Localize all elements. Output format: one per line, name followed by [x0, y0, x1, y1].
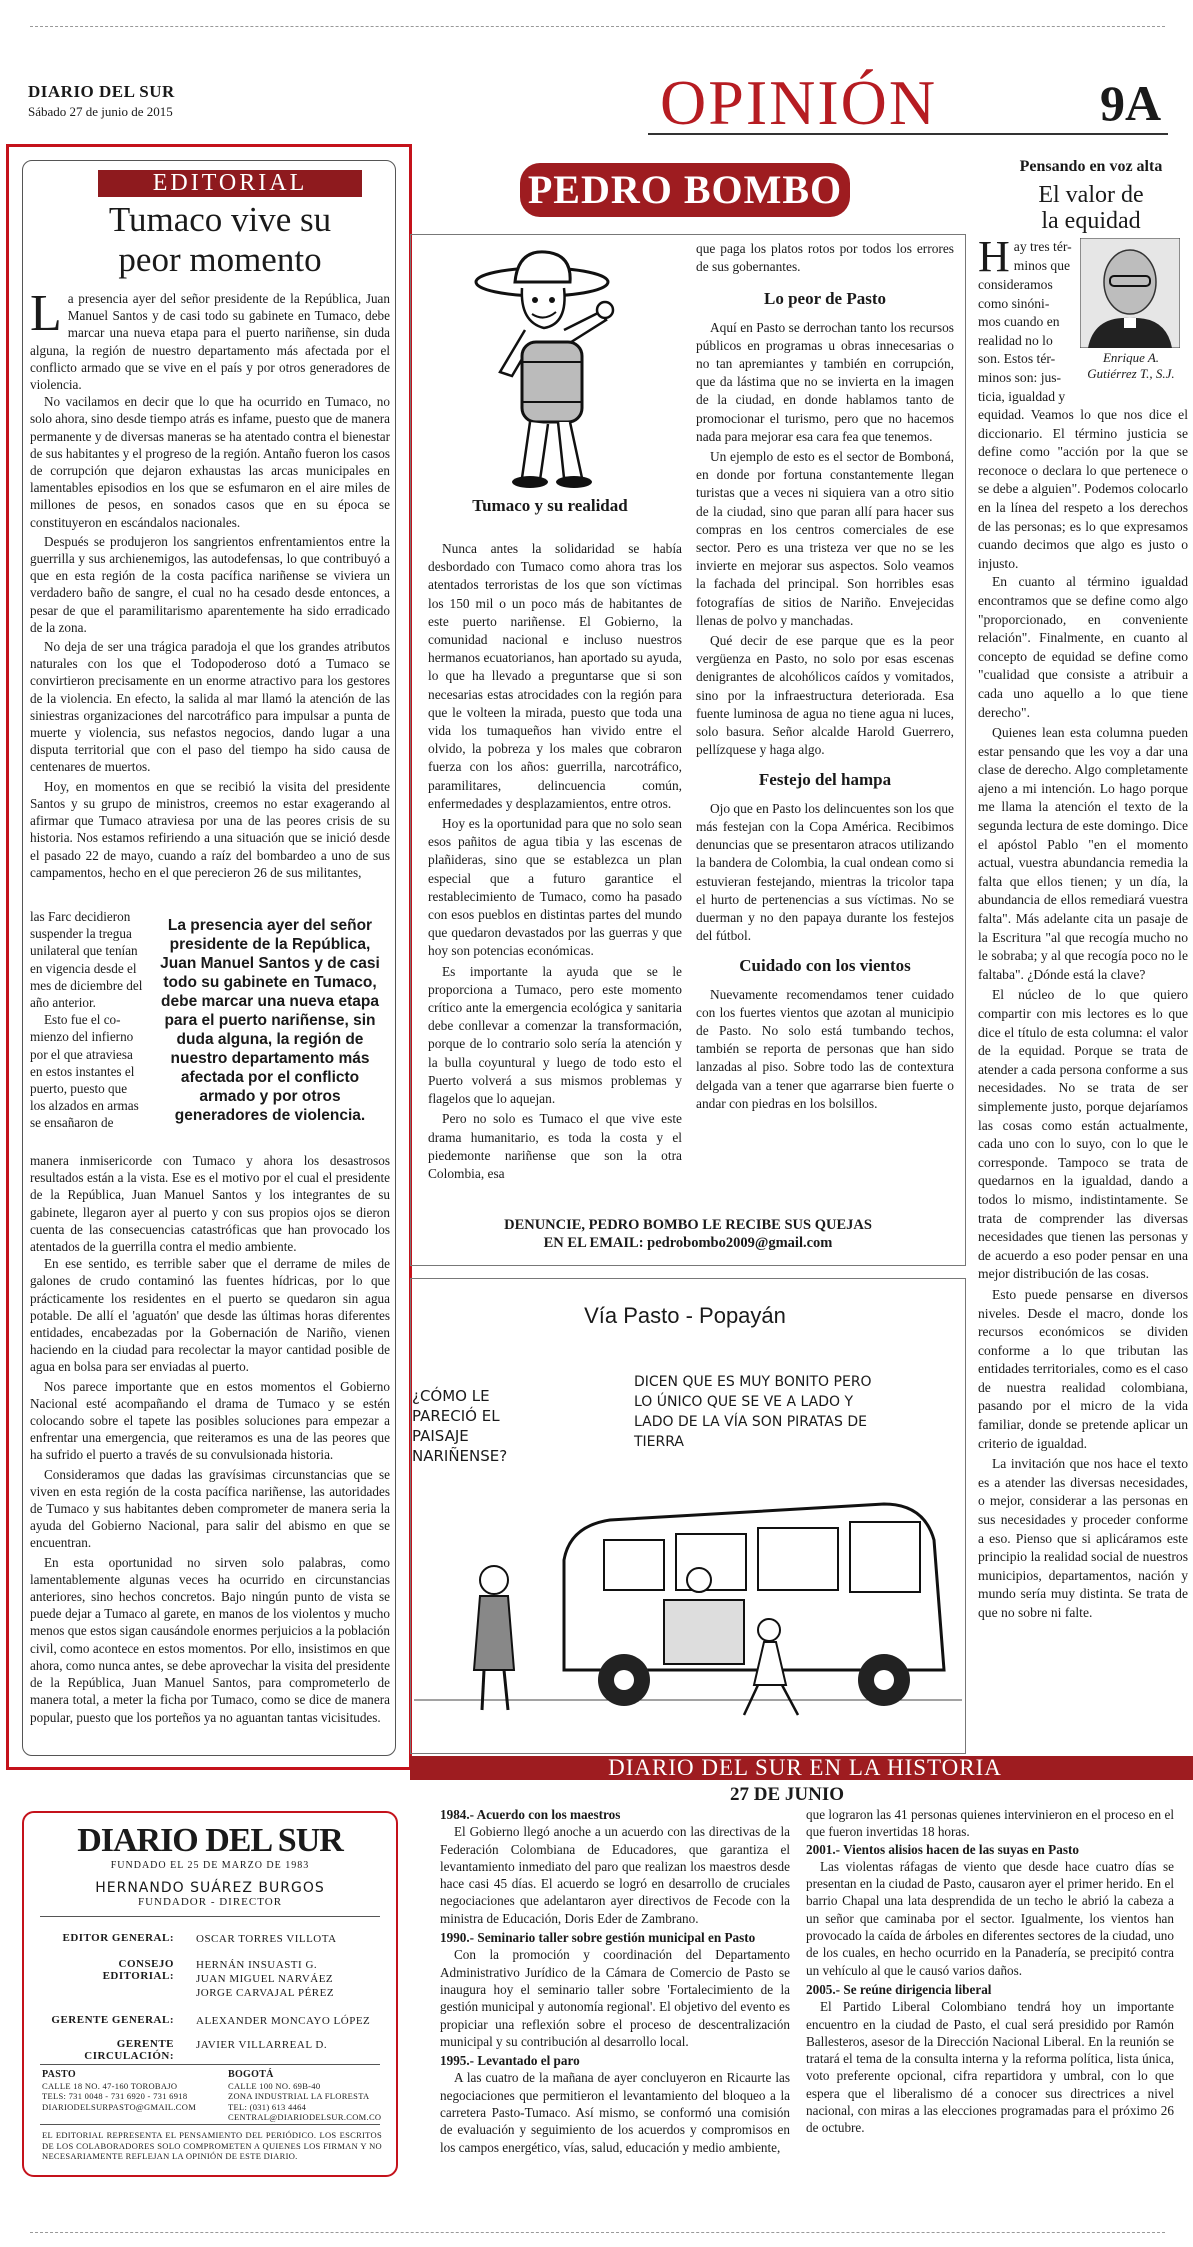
editorial-paragraph: No vacilamos en decir que lo que ha ocurrido en Tumaco, no solo ahora, sino desde tiempo atrás es infame, puesto que de manera permanente y de diversas maneras se ha atentado contra el bienestar de sus habitantes y el progreso de la región. Antaño fueron los casos de corrupción que dejaron exhaustas las arcas municipales en lamentables episodios en los que se esfumaron en el aire miles de millones de pesos, en sonados casos que en su época se constituyeron en escándalos nacionales. [30, 394, 391, 530]
masthead-logo: DIARIO DEL SUR [77, 1822, 343, 1859]
pb-paragraph: Aquí en Pasto se derrochan tanto los recursos públicos en programas u obras innecesarias o no tan apremiantes y también en corrupción, que da lástima que no se invierta en la imagen de la ciudad, en donde hablamos tanto de promocionar el turismo, pero que no hacemos nada para mejorar esa cara fea que tenemos. [696, 319, 954, 444]
history-entry-text: Las violentas ráfagas de viento que desde hace cuatro días se presentan en la ciudad de Pasto, causaron ayer el primer herido. En el barrio Chapal una lata desprendida de un techo le abrió la cabeza a un señor que caminaba por el sector. Igualmente, los vientos han provocado la caída de árboles en diferentes sectores de la ciudad, uno de los cuales, en hecho ocurrido en la Panadería, se precipitó contra un vehículo al que le causó varios daños. [806, 1858, 1174, 1978]
history-banner: DIARIO DEL SUR EN LA HISTORIA [410, 1756, 1193, 1780]
address-line: TEL: (031) 613 4464 [228, 2101, 307, 2112]
pb-paragraph: Un ejemplo de esto es el sector de Bomboná, en donde por fortuna constantemente llegan turistas que a veces ni siquiera van a otro sitio de la ciudad, sino que paran allí para hacer sus compras en los centros comerciales de ese sector. Pero es una tristeza ver que no se les invierte en mejorar sus aspectos. Solo veamos la fachada del principal. Son horribles esas fotografías de sitios de Nariño. Envejecidas llenas de polvo y manchadas. [696, 449, 954, 628]
column-line: ay tres tér- [1013, 239, 1072, 254]
column-body [978, 406, 1188, 1625]
address-line: DIARIODELSURPASTO@GMAIL.COM [42, 2101, 197, 2112]
editorial-paragraph: manera inmisericorde con Tumaco y ahora los desastrosos resultados están a la vista. Ese es el motivo por el cual el presidente de la República, Juan Manuel Santos y los integrantes de su gabinete, llegaron ayer al puerto y con sus propios ojos se dieron cuenta de las consecuencias catastróficas que han provocado los atentados de la guerrilla contra el medio ambiente. [30, 1153, 390, 1255]
editorial-title-line: Tumaco vive su [108, 200, 332, 239]
editorial-line: las Farc decidieron [30, 909, 131, 924]
pb-paragraph: que paga los platos rotos por todos los errores de sus gobernantes. [696, 241, 954, 275]
page-number: 9A [1100, 75, 1162, 131]
issue-date: Sábado 27 de junio de 2015 [28, 104, 173, 119]
top-rule [30, 26, 1165, 27]
editorial-paragraph [30, 285, 390, 393]
bus-cartoon-illustration [414, 1470, 962, 1750]
bubble-line: NARIÑENSE? [412, 1447, 508, 1465]
editorial-line: suspender la tregua [30, 926, 132, 942]
column-narrow-start [978, 232, 1074, 406]
editorial-line: en estos instantes el [30, 1063, 135, 1079]
editorial-paragraph: En esta oportunidad no sirven solo palabras, como lamentablemente algunas veces ha ocurrido en circunstancias anteriores, sino hechos concretos. Bajo ningún punto de vista se puede dejar a Tumaco al garete, en manos de los violentos y mucho menos que estos sigan causándole enormes perjuicios a la población civil, como acontece en estos momentos. Por ello, insistimos en que ahora, como nunca antes, se debe aprovechar la visita del presidente de la República, Juan Manuel Santos, para comprometerlo de manera total, a meter la ficha por Tumaco, como se dice de manera popular, puesto que los porteños ya no aguantan tantas vicisitudes. [30, 1554, 390, 1725]
column-line: minos que [1013, 257, 1071, 273]
editorial-line: en vigencia desde el [30, 960, 137, 976]
pb-contact [420, 1216, 956, 1252]
history-entry-head [440, 2052, 790, 2069]
editorial-paragraph: No deja de ser una trágica paradoja el que los grandes atributos naturales con los que el Todopoderoso dotó a Tumaco se convirtieron precisamente en un enorme atractivo para los gestores de la violencia. En efecto, la salida al mar llamó la atención de las siniestras organizaciones del narcotráfico para impulsar a punta de muerte y violencia, sus nefastos negocios, dando lugar a una disputa territorial que con el paso del tiempo ha sido causa de centenares de muertos. [30, 639, 390, 775]
masthead-label: GERENTE CIRCULACIÓN: [84, 2038, 174, 2062]
column-paragraph: El núcleo de lo que quiero compartir con mis lectores es lo que dice el título de esta columna: el valor de la equidad. Porque se trata de atender a cada persona conforme a sus necesidades. No se trata de ser simplemente justo, porque dejaríamos las cosas como están actualmente, cada uno con lo suyo, con lo que le corresponde. Tampoco se trata de quedarnos en la igualdad, dando a todos lo mismo, indistintamente. Se trata de comprender las diversas necesidades que tienen las personas y de acuerdo a eso poder pensar en una mejor distribución de las cosas. [978, 987, 1188, 1282]
editorial-line: Esto fue el co- [44, 1012, 121, 1028]
column-line: ticia, igualdad y [978, 388, 1066, 404]
editorial-paragraph: Hoy, en momentos en que se recibió la visita del presidente Santos y su grupo de ministros, creemos no estar exagerando al afirmar que Tumaco atraviesa por una de las peores crisis de su historia. Nos estamos refiriendo a una situación que se inició desde el pasado 22 de mayo, cuando a raíz del bombardeo a uno de sus campamentos, hecho en el que perecieron 26 de sus militantes, [30, 778, 390, 880]
paper-name: DIARIO DEL SUR [28, 82, 175, 101]
pb-paragraph: Hoy es la oportunidad para que no solo sean esos pañitos de agua tibia y las escenas de plañideras, sino que se establezca un plan especial que a futuro garantice el restablecimiento de Tumaco, como ha pasado con esos pueblos en distintas partes del mundo que quedaron devastados por las guerras y que hoy son potencias económicas. [428, 816, 682, 959]
editorial-line: los alzados en armas [30, 1098, 139, 1114]
author-name [1076, 350, 1186, 382]
column-line: minos son: jus- [978, 369, 1062, 385]
editorial-line: puerto, puesto que [30, 1081, 128, 1097]
history-entry-text: A las cuatro de la mañana de ayer concluyeron en Ricaurte las negociaciones que permitieron el levantamiento del bloqueo a la carretera Pasto-Tumaco. Así mismo, se conformó una comisión de evaluación y seguimiento de los acuerdos y compromisos en los campos energético, vías, salud, educación y medio ambiente, [440, 2070, 790, 2155]
pb-subhead: Lo peor de Pasto [764, 289, 886, 309]
pb-contact-email: EN EL EMAIL: pedrobombo2009@gmail.com [543, 1235, 833, 1251]
editorial-line: mes de diciembre del [30, 977, 143, 993]
masthead-disclaimer: EL EDITORIAL REPRESENTA EL PENSAMIENTO DEL PERIÓDICO. LOS ESCRITOS DE LOS COLABORADORES SOLO COMPROMETEN A QUIENES LOS FIRMAN Y NO NECESARIAMENTE REFLEJAN LA OPINIÓN DE ESTE DIARIO. [42, 2130, 382, 2161]
history-head-text: 2005.- Se reúne dirigencia liberal [806, 1981, 992, 1997]
editorial-tag: EDITORIAL [98, 170, 362, 197]
history-head-text: 1995.- Levantado el paro [440, 2053, 580, 2069]
address-line: CALLE 18 NO. 47-160 TOROBAJO [42, 2080, 178, 2091]
cartoon-title: Vía Pasto - Popayán [584, 1303, 786, 1328]
column-paragraph: Esto puede pensarse en diversos niveles. Desde el macro, donde los recursos económicos se dividen conforme a lo que tributan las entidades territoriales, como es el caso de nuestra realidad colombiana, pasando por el micro de la vida familiar, donde se pretende aplicar un criterio de igualdad. [978, 1286, 1188, 1451]
address-line: TELS: 731 0048 - 731 6920 - 731 6918 [42, 2091, 188, 2101]
address-line: ZONA INDUSTRIAL LA FLORESTA [228, 2091, 370, 2101]
history-entry-text: El Gobierno llegó anoche a un acuerdo con las directivas de la Federación Colombiana de Educadores, que garantiza el levantamiento inmediato del paro que realizan los maestros desde hace casi 45 días. El acuerdo se logró en desarrollo de cruciales negociaciones que adelantaron ayer directivos de Fecode con la ministra de Educación, Doris Eder de Zambrano. [440, 1824, 790, 1926]
editorial-title [30, 200, 410, 280]
column-title-line: El valor de [1038, 182, 1144, 208]
header-rule [648, 133, 1168, 135]
column-line: consideramos [978, 277, 1053, 292]
editorial-narrow-column [30, 908, 158, 1132]
editorial-body-bottom [30, 1152, 390, 1728]
masthead-label: CONSEJO EDITORIAL: [102, 1958, 174, 1982]
author-photo [1080, 238, 1180, 348]
address-line: CENTRAL@DIARIODELSUR.COM.CO [228, 2112, 382, 2122]
masthead-founder-name: HERNANDO SUÁREZ BURGOS [95, 1880, 325, 1896]
column-paragraph: Quienes lean esta columna pueden estar pensando que les voy a dar una clase de derecho. Algo completamente ajeno a mi intención. Lo hago porque me llama la atención el texto de la segunda lectura de este domingo. Dice el apóstol Pablo "en el momento actual, vuestra abundancia remedia la falta que ellos tienen; y un día, la abundancia de ellos remediará vuestra falta". Más adelante cita un pasaje de la Escritura "al que recogía mucho no le sobraba; y al que recogía poco no le faltaba". ¿Dónde está la clave? [978, 725, 1188, 982]
pedro-bombo-banner: PEDRO BOMBO [520, 163, 850, 217]
column-line: realidad no lo [978, 332, 1053, 348]
bubble-line: PARECIÓ EL [412, 1407, 500, 1425]
editorial-body-top [30, 285, 391, 883]
history-entry-head [440, 1929, 790, 1946]
masthead-divider [40, 2124, 380, 2125]
address-line: CALLE 100 NO. 69B-40 [228, 2080, 321, 2091]
section-title: OPINIÓN [660, 67, 938, 138]
address-head: PASTO [42, 2069, 76, 2080]
masthead-label: GERENTE GENERAL: [51, 2014, 174, 2026]
bubble-line: LO ÚNICO QUE SE VE A LADO Y [634, 1394, 854, 1410]
editorial-paragraph: Consideramos que dadas las gravísimas circunstancias que se viven en esta región de la costa pacífica nariñense, las autoridades de Tumaco y sus habitantes deben comprometer de manera seria la ayuda del Gobierno Nacional, para salir del abismo en que se encuentran. [30, 1466, 390, 1551]
bottom-rule [30, 2232, 1165, 2233]
history-entry-head [440, 1806, 790, 1823]
history-entry-text: El Partido Liberal Colombiano tendrá hoy un importante encuentro en la ciudad de Pasto, el cual será presidido por Ramón Ballesteros, asesor de la Dirección Nacional Liberal. En la reunión se tratará el tema de la consulta interna y la reforma política, lista única, voto preferente opcional, cifra repartidora y umbral, con lo que espera que el liberalismo dé a conocer sus directrices a nivel nacional, con miras a las elecciones programadas para el próximo 26 de octubre. [806, 1999, 1174, 2136]
editorial-paragraph: Después se produjeron los sangrientos enfrentamientos entre la guerrilla y sus archienemigos, las autodefensas, lo que contribuyó a que en esta región de la costa pacífica nariñense se viviera un verdadero baño de sangre, el cual no ha cesado desde entonces, a pesar de que el paramilitarismo aparentemente ha sido erradicado de la zona. [30, 533, 390, 635]
pedro-bombo-col1 [428, 540, 682, 1185]
masthead-divider [40, 2064, 380, 2065]
history-entry-text: Con la promoción y coordinación del Departamento Administrativo Jurídico de la Cámara de Comercio de Pasto se inaugura hoy el seminario taller sobre 'Fortalecimiento de la gestión municipal y autonomía regional'. El objetivo del evento es propiciar una reflexión sobre el proceso de descentralización municipal y su contribución al desarrollo local. [440, 1947, 790, 2049]
history-head-text: 2001.- Vientos alisios hacen de las suyas en Pasto [806, 1841, 1079, 1857]
author-line: Gutiérrez T., S.J. [1087, 366, 1175, 381]
column-line: mos cuando en [978, 314, 1060, 330]
editorial-paragraph: Nos parece importante que en estos momentos el Gobierno Nacional esté acompañando el drama de Tumaco y se estén colocando sobre el tapete las posibles soluciones para empezar a enfrentar una emergencia, que reiteramos es una de las peores que ha sufrido el puerto a través de su convulsionada historia. [30, 1378, 390, 1463]
history-entry-text: que lograron las 41 personas quienes intervinieron en el proceso en el que fueron invertidas 18 horas. [806, 1807, 1174, 1840]
editorial-line: se ensañaron de [30, 1115, 114, 1131]
masthead-founder-role: FUNDADOR - DIRECTOR [137, 1896, 283, 1908]
editorial-line: año anterior. [30, 995, 96, 1011]
history-col1 [440, 1806, 790, 2158]
editorial-line: por el que atraviesa [30, 1046, 133, 1062]
editorial-pull-quote: La presencia ayer del señor presidente de la República, Juan Manuel Santos y de casi todo su gabinete en Tumaco, debe marcar una nueva etapa para el puerto nariñense, sin duda alguna, la región de nuestro departamento más afectada por el conflicto armado y por otros generadores de violencia. [160, 917, 380, 1124]
masthead-value-line: HERNÁN INSUASTI G. [196, 1959, 318, 1971]
editorial-line: unilateral que tenían [30, 943, 138, 959]
cartoon-bubble-left [412, 1386, 532, 1466]
masthead-value [196, 1958, 334, 2000]
column-title [996, 182, 1186, 234]
pb-paragraph: Nuevamente recomendamos tener cuidado con los fuertes vientos que azotan al municipio de Pasto. No solo está tumbando techos, también se reporta de personas que han sido lanzadas al piso. Sobre todo las de contextura delgada van a tener que agarrarse bien fuerte o andar con piedras en los bolsillos. [696, 986, 954, 1111]
masthead-value-line: JORGE CARVAJAL PÉREZ [196, 1987, 335, 1999]
masthead-label: EDITOR GENERAL: [62, 1932, 174, 1944]
column-title-line: la equidad [1041, 208, 1141, 234]
pb-subhead: Festejo del hampa [758, 770, 892, 790]
column-line: son. Estos tér- [978, 351, 1056, 367]
column-kicker: Pensando en voz alta [1019, 158, 1163, 175]
column-paragraph: equidad. Veamos lo que nos dice el diccionario. El término justicia se define como "acción por la que se reconoce o declara lo que pertenece o se debe a alguien". Podemos colocarlo en la línea del respeto a los derechos de las personas; es lo que expresamos cuando decimos que algo es justo o injusto. [978, 407, 1188, 571]
history-col2 [806, 1806, 1174, 2139]
pb-paragraph: Nunca antes la solidaridad se había desbordado con Tumaco como ahora tras los atentados terroristas de los que son víctimas los 150 mil o un poco más de habitantes de este puerto nariñense. El Gobierno, la comunidad nacional e incluso nuestros hermanos ecuatorianos, han aportado su ayuda, lo que ha llevado a preguntarse que si son necesarias estas atrocidades con la región para que le volteen la mirada, puesto que toda una vida los tumaqueños han vivido entre el olvido, la pobreza y los males que cobraron fuerza con los años: guerrilla, narcotráfico, paramilitares, delincuencia común, enfermedades y desplazamientos, entre otros. [428, 541, 682, 811]
pedro-bombo-col2 [696, 240, 954, 1115]
pb-paragraph: Pero no solo es Tumaco el que vive este drama humanitario, es toda la costa y el piedemonte nariñense que son la otra Colombia, esa [428, 1111, 682, 1181]
masthead-founded: FUNDADO EL 25 DE MARZO DE 1983 [110, 1860, 310, 1871]
editorial-title-line: peor momento [118, 240, 322, 279]
history-entry-head [806, 1981, 1174, 1998]
history-head-text: 1984.- Acuerdo con los maestros [440, 1807, 621, 1822]
pb-contact-line: DENUNCIE, PEDRO BOMBO LE RECIBE SUS QUEJAS [504, 1217, 872, 1233]
column-dropcap: H [978, 232, 1010, 281]
masthead-value: ALEXANDER MONCAYO LÓPEZ [196, 2015, 371, 2027]
column-line: como sinóni- [978, 295, 1050, 311]
editorial-line: mienzo del infierno [30, 1029, 134, 1045]
masthead-bogota-address [228, 2070, 388, 2123]
bubble-line: LADO DE LA VÍA SON PIRATAS DE [634, 1414, 867, 1430]
cartoon-bubble-right [634, 1372, 964, 1452]
editorial-paragraph: En ese sentido, es terrible saber que el derrame de miles de galones de crudo contaminó las fuentes hídricas, por lo que prácticamente los residentes en el puerto se quedaron sin agua potable. De allí el 'aguatón' que desde las últimas horas diferentes entidades, encabezadas por la Gobernación de Nariño, vienen haciendo en la ciudad para recolectar la mayor cantidad posible de agua en bolsa para ser enviadas al puerto. [30, 1256, 390, 1375]
drummer-illustration [460, 242, 630, 490]
masthead-divider [40, 1916, 380, 1917]
column-paragraph: En cuanto al término igualdad encontramos que se define como algo "proporcionado, en conveniente relación". Finalmente, en cuanto al concepto de equidad se define como "cualidad que consiste a atribuir a cada uno aquello a lo que tiene derecho". [978, 574, 1188, 720]
masthead-value: OSCAR TORRES VILLOTA [196, 1933, 337, 1945]
author-line: Enrique A. [1102, 350, 1160, 365]
bubble-line: DICEN QUE ES MUY BONITO PERO [634, 1374, 872, 1390]
column-paragraph: La invitación que nos hace el texto es a atender las diversas necesidades, o mejor, considerar a las personas en sus necesidades y proceder conforme a eso. Pienso que si aplicáramos este principio la realidad social de nuestros municipios, departamentos, nación y mundo sería muy distinta. Se trata de que no sobre ni falte. [978, 1456, 1188, 1620]
editorial-dropcap: L [30, 285, 62, 342]
cartoon-caption: Tumaco y su realidad [472, 496, 628, 515]
history-head-text: 1990.- Seminario taller sobre gestión municipal en Pasto [440, 1930, 756, 1946]
pb-paragraph: Ojo que en Pasto los delincuentes son los que más festejan con la Copa América. Recibimos denuncias que se presentaron atracos utilizando la bandera de Colombia, la cual ondean como si estuvieran festejando, mientras la tricolor tapa el hurto de pertenencias a sus víctimas. No se duerman y no den papaya durante los festejos del fútbol. [696, 800, 954, 944]
bubble-line: PAISAJE [412, 1427, 469, 1445]
editorial-text: a presencia ayer del señor presidente de la República, Juan Manuel Santos y de casi todo su gabinete en Tumaco, debe marcar una nueva etapa para el puerto nariñense, sin duda alguna, la región de nuestro departamento más afectada por el conflicto armado que se vive en el país y por otros generadores de violencia. [30, 291, 390, 393]
pb-paragraph: Qué decir de ese parque que es la peor vergüenza en Pasto, no solo por esas escenas denigrantes de alcohólicos caídos y vomitados, sino por la infraestructura deteriorada. Esa fuente luminosa de agua no tiene agua ni luces, solo basura. Señor alcalde Harold Guerrero, pellízquese y haga algo. [696, 633, 954, 758]
address-head: BOGOTÁ [228, 2069, 274, 2080]
bubble-line: ¿CÓMO LE [412, 1387, 490, 1405]
bubble-line: TIERRA [634, 1434, 684, 1450]
pb-subhead: Cuidado con los vientos [739, 956, 911, 976]
masthead-value: JAVIER VILLARREAL D. [196, 2039, 328, 2051]
masthead-value-line: JUAN MIGUEL NARVÁEZ [196, 1973, 334, 1985]
masthead-pasto-address [42, 2070, 202, 2112]
pb-paragraph: Es importante la ayuda que se le proporciona a Tumaco, pero este momento crítico ante la emergencia ecológica y sanitaria debe conllevar a comenzar la transformación, porque de lo contrario solo sería la atención y la bulla coyuntural y luego de todo esto el Puerto volverá a sus mismos problemas y flagelos que lo aquejan. [428, 963, 682, 1107]
history-entry-head [806, 1841, 1174, 1858]
history-date: 27 DE JUNIO [730, 1784, 845, 1805]
